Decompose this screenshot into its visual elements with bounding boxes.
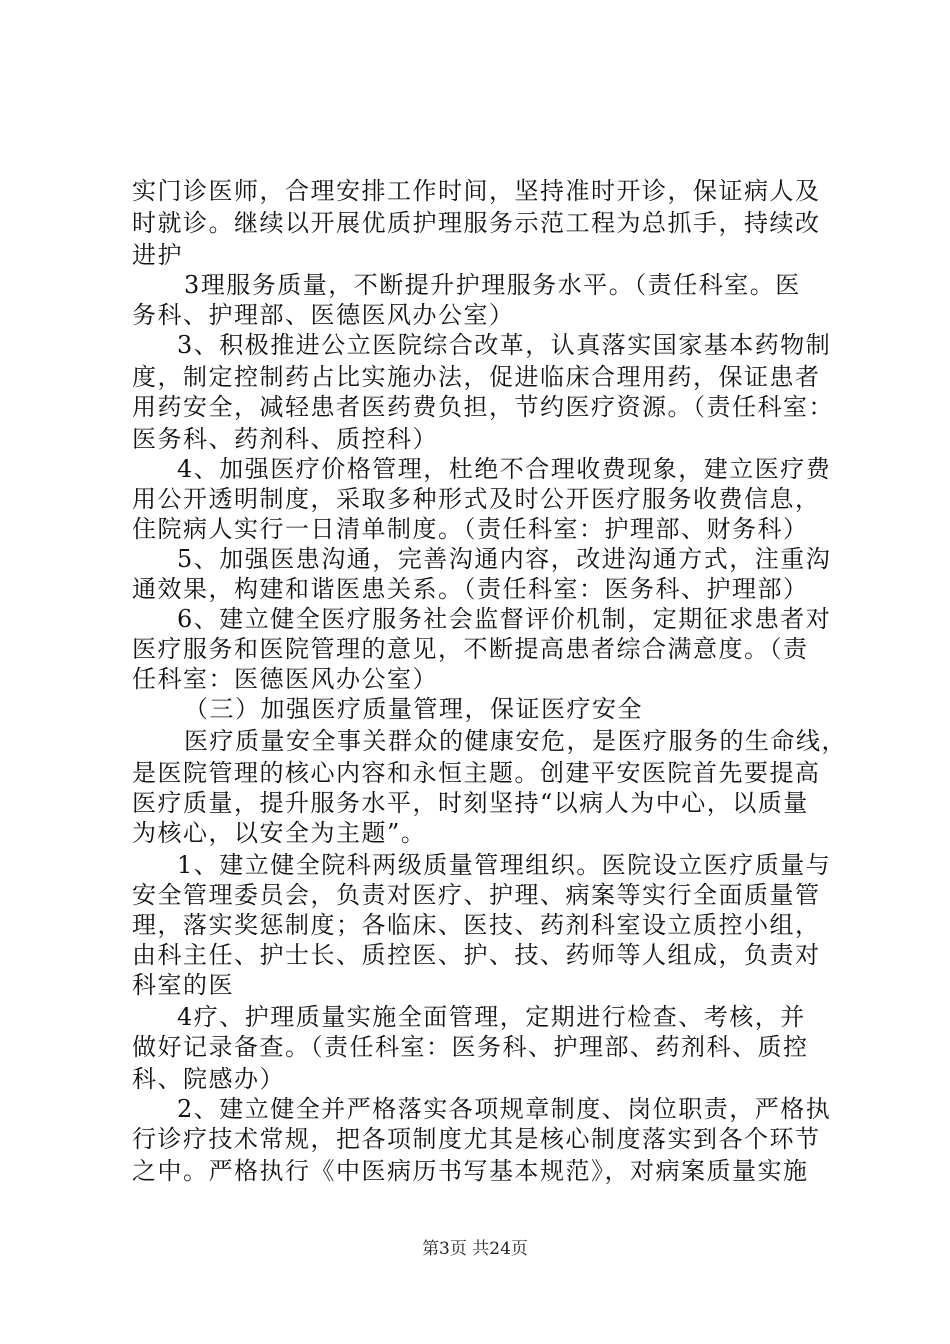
body-text-line: 4疗、护理质量实施全面管理，定期进行检查、考核，并 (177, 1003, 806, 1031)
body-text-line: 安全管理委员会，负责对医疗、护理、病案等实行全面质量管 (132, 881, 821, 909)
body-text-line: 科、院感办） (132, 1065, 285, 1093)
body-text-line: 5、加强医患沟通，完善沟通内容，改进沟通方式，注重沟 (177, 545, 832, 573)
body-text-line: 6、建立健全医疗服务社会监督评价机制，定期征求患者对 (177, 605, 832, 633)
body-text-line: 是医院管理的核心内容和永恒主题。创建平安医院首先要提高 (132, 759, 821, 787)
section-heading: （三）加强医疗质量管理，保证医疗安全 (184, 695, 643, 723)
body-text-line: 3、积极推进公立医院综合改革，认真落实国家基本药物制 (177, 331, 832, 359)
body-text-line: 医疗服务和医院管理的意见，不断提高患者综合满意度。（责 (132, 635, 809, 663)
body-text-line: 科室的医 (132, 971, 234, 999)
body-text-line: 进护 (132, 241, 183, 269)
body-text-line: 做好记录备查。（责任科室：医务科、护理部、药剂科、质控 (132, 1033, 809, 1061)
page-number-footer: 第3页 共24页 (422, 1239, 528, 1259)
body-text-line: 通效果，构建和谐医患关系。（责任科室：医务科、护理部） (132, 575, 809, 603)
body-text-line: 务科、护理部、医德医风办公室） (132, 301, 515, 329)
body-text-line: 由科主任、护士长、质控医、护、技、药师等人组成，负责对 (132, 941, 821, 969)
body-text-line: 行诊疗技术常规，把各项制度尤其是核心制度落实到各个环节 (132, 1125, 821, 1153)
body-text-line: 度，制定控制药占比实施办法，促进临床合理用药，保证患者 (132, 363, 821, 391)
body-text-line: 2、建立健全并严格落实各项规章制度、岗位职责，严格执 (177, 1095, 832, 1123)
body-text-line: 住院病人实行一日清单制度。（责任科室：护理部、财务科） (132, 515, 809, 543)
body-text-line: 用药安全，减轻患者医药费负担，节约医疗资源。（责任科室： (132, 393, 834, 421)
body-text-line: 为核心，以安全为主题”。 (132, 819, 427, 847)
body-text-line: 实门诊医师，合理安排工作时间，坚持准时开诊，保证病人及 (132, 177, 821, 205)
body-text-line: 任科室：医德医风办公室） (132, 665, 438, 693)
body-text-line: 时就诊。继续以开展优质护理服务示范工程为总抓手，持续改 (132, 209, 821, 237)
body-text-line: 医疗质量，提升服务水平，时刻坚持“以病人为中心，以质量 (132, 789, 809, 817)
body-text-line: 4、加强医疗价格管理，杜绝不合理收费现象，建立医疗费 (177, 455, 832, 483)
body-text-line: 3理服务质量，不断提升护理服务水平。（责任科室。医 (184, 271, 801, 299)
body-text-line: 之中。严格执行《中医病历书写基本规范》，对病案质量实施 (132, 1157, 809, 1185)
body-text-line: 用公开透明制度，采取多种形式及时公开医疗服务收费信息， (132, 485, 821, 513)
body-text-line: 1、建立健全院科两级质量管理组织。医院设立医疗质量与 (177, 851, 832, 879)
body-text-line: 医务科、药剂科、质控科） (132, 425, 438, 453)
body-text-line: 理，落实奖惩制度；各临床、医技、药剂科室设立质控小组， (132, 911, 821, 939)
body-text-line: 医疗质量安全事关群众的健康安危，是医疗服务的生命线， (184, 727, 847, 755)
